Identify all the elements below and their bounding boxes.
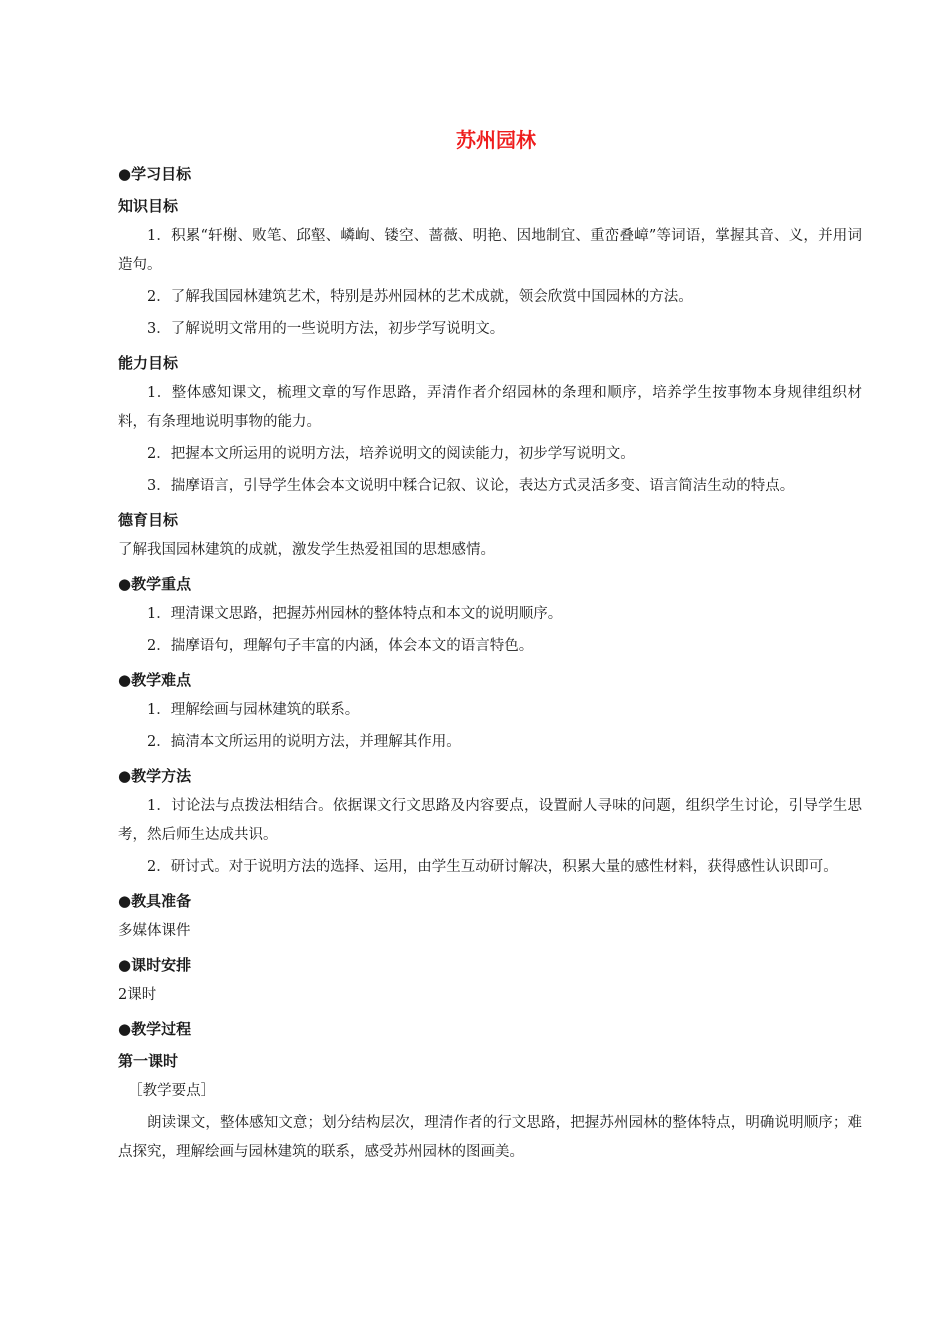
lesson-1-label: ［教学要点］ [128,1083,216,1099]
knowledge-item: 3．了解说明文常用的一些说明方法，初步学写说明文。 [147,321,505,337]
method-item: 2．研讨式。对于说明方法的选择、运用，由学生互动研讨解决，积累大量的感性材料，获得感性认识即可。 [147,859,838,875]
subheading-knowledge: 知识目标 [118,197,179,215]
knowledge-item: 1．积累“轩榭、败笔、邱壑、嶙峋、镂空、蔷薇、明艳、因地制宜、重峦叠嶂”等词语，掌握其音、义，并用词造句。 [118,228,862,273]
section-heading-difficulties: ●教学难点 [118,671,192,689]
lesson-1-text: 朗读课文，整体感知文意；划分结构层次，理清作者的行文思路，把握苏州园林的整体特点，明确说明顺序；难点探究，理解绘画与园林建筑的联系，感受苏州园林的图画美。 [118,1115,862,1160]
document-title: 苏州园林 [456,128,536,152]
section-heading-tools: ●教具准备 [118,892,192,910]
subheading-ability: 能力目标 [118,354,179,372]
ability-item: 2．把握本文所运用的说明方法，培养说明文的阅读能力，初步学写说明文。 [147,446,635,462]
key-point-item: 2．揣摩语句，理解句子丰富的内涵，体会本文的语言特色。 [147,638,534,654]
section-heading-process: ●教学过程 [118,1020,192,1038]
section-heading-goals: ●学习目标 [118,165,192,183]
knowledge-item: 2．了解我国园林建筑艺术，特别是苏州园林的艺术成就，领会欣赏中国园林的方法。 [147,289,693,305]
moral-text: 了解我国园林建筑的成就，激发学生热爱祖国的思想感情。 [118,542,495,558]
document-page [118,124,862,1170]
section-heading-schedule: ●课时安排 [118,956,192,974]
subheading-lesson-1: 第一课时 [118,1052,179,1070]
ability-item: 3．揣摩语言，引导学生体会本文说明中糅合记叙、议论，表达方式灵活多变、语言简洁生动的特点。 [147,478,795,494]
section-heading-key-points: ●教学重点 [118,575,192,593]
subheading-moral: 德育目标 [118,511,179,529]
difficulty-item: 1．理解绘画与园林建筑的联系。 [147,702,360,718]
key-point-item: 1．理清课文思路，把握苏州园林的整体特点和本文的说明顺序。 [147,606,563,622]
method-item: 1．讨论法与点拨法相结合。依据课文行文思路及内容要点，设置耐人寻味的问题，组织学生讨论，引导学生思考，然后师生达成共识。 [118,798,862,843]
section-heading-methods: ●教学方法 [118,767,192,785]
schedule-text: 2课时 [118,987,157,1003]
difficulty-item: 2．搞清本文所运用的说明方法，并理解其作用。 [147,734,461,750]
ability-item: 1．整体感知课文，梳理文章的写作思路，弄清作者介绍园林的条理和顺序，培养学生按事物本身规律组织材料，有条理地说明事物的能力。 [118,385,862,430]
tools-text: 多媒体课件 [118,923,191,939]
